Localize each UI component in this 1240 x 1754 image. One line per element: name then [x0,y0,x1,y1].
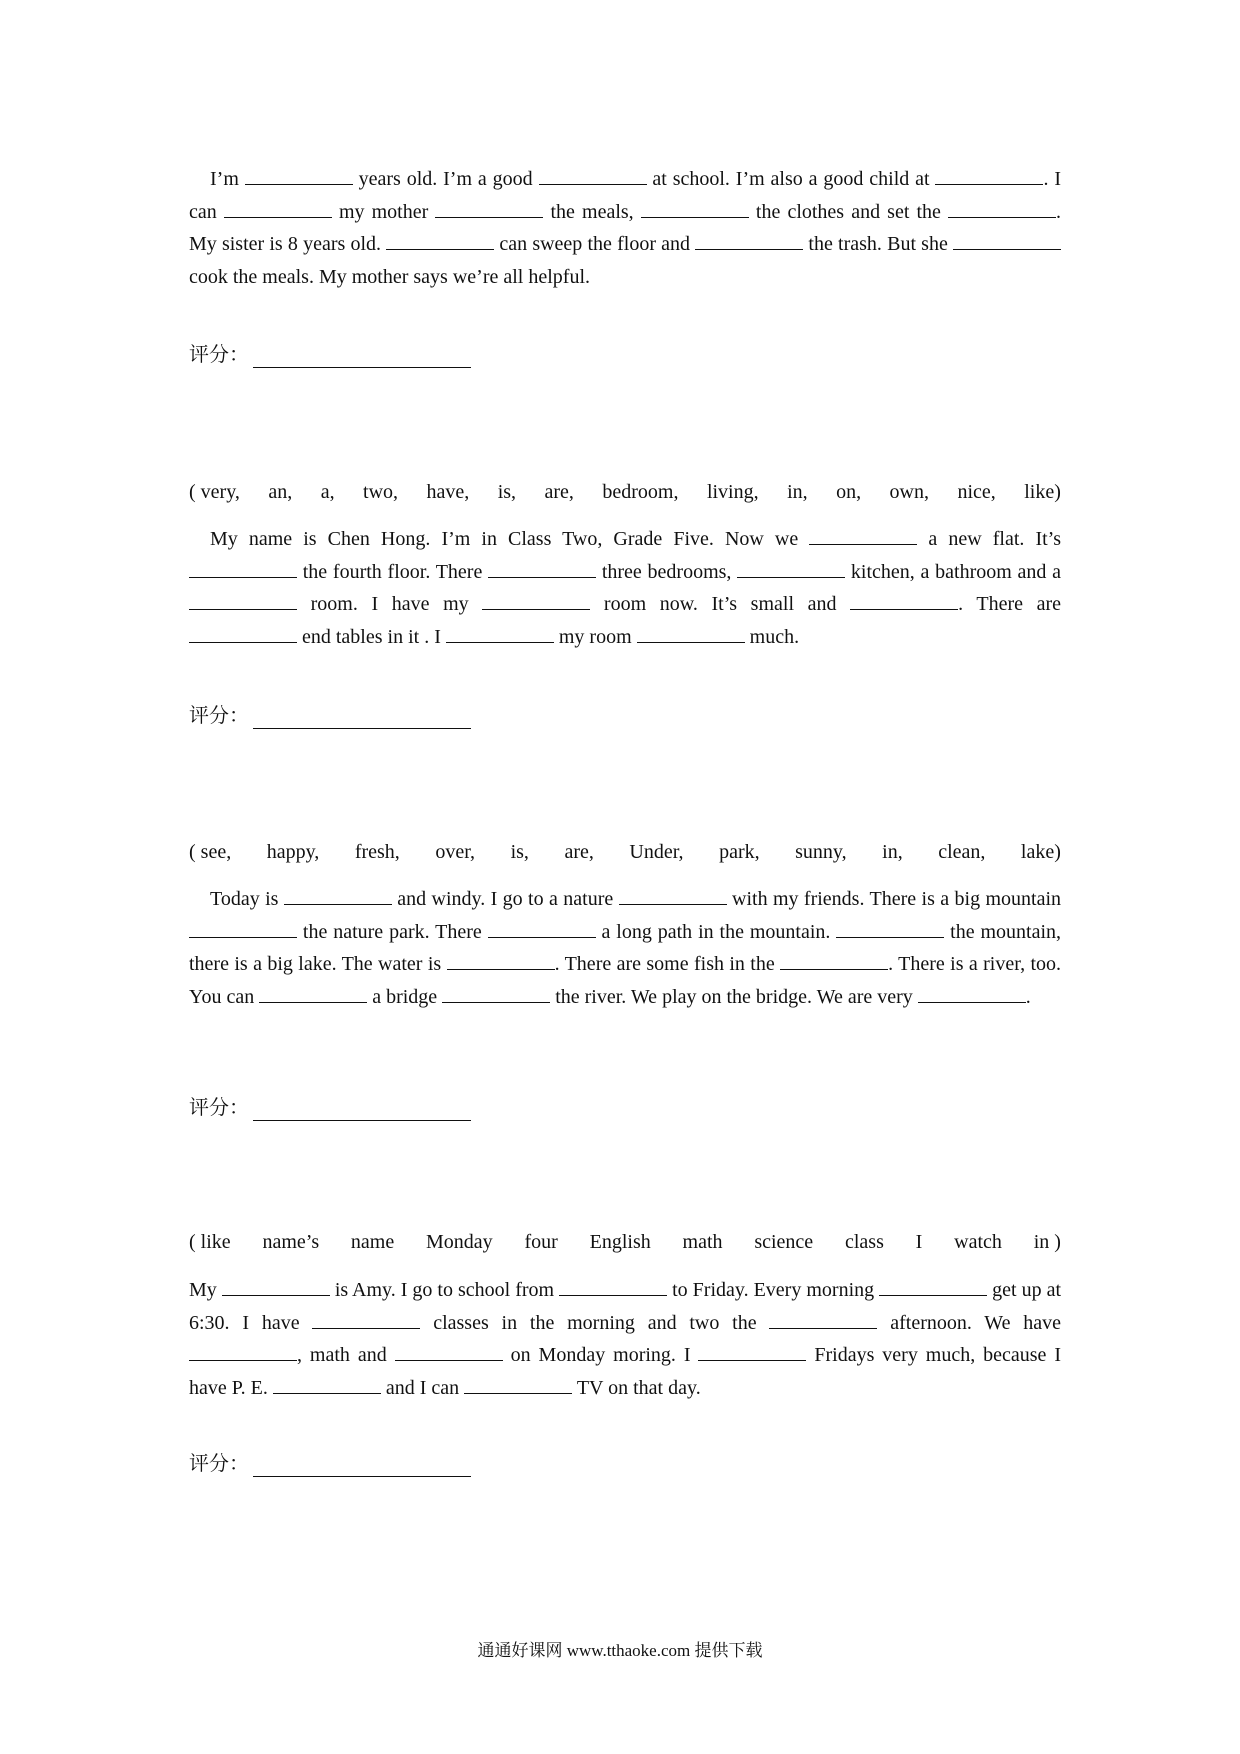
score-row [189,703,1061,729]
passage: My name is Chen Hong. I’m in Class Two, Grade Five. Now we a new flat. It’s the fourth floor. There three bedrooms, kitchen, a bathroom and a room. I have my room now. It’s small and . There are end tables in it . I my room much. [189,523,1061,653]
word-bank: ( like name’s name Monday four English math science class I watch in ) [189,1231,1061,1253]
score-field[interactable] [253,1100,471,1121]
answer-blank[interactable] [935,166,1043,185]
answer-blank[interactable] [488,919,596,938]
score-row [189,1451,1061,1477]
passage: My is Amy. I go to school from to Friday. Every morning get up at 6:30. I have classes in the morning and two the afternoon. We have , math and on Monday moring. I Fridays very much, because I have P. E. and I can TV on that day. [189,1279,1062,1399]
answer-blank[interactable] [695,231,803,250]
answer-blank[interactable] [637,624,745,643]
answer-blank[interactable] [698,1342,806,1361]
answer-blank[interactable] [189,591,297,610]
answer-blank[interactable] [245,166,353,185]
answer-blank[interactable] [539,166,647,185]
answer-blank[interactable] [386,231,494,250]
score-row [189,342,1061,368]
passage: I’m years old. I’m a good at school. I’m also a good child at . I can my mother the meals, the clothes and set the . My sister is 8 years old. can sweep the floor and the trash. But she cook the meals. My mother says we’re all helpful. [189,168,1062,288]
answer-blank[interactable] [189,624,297,643]
answer-blank[interactable] [619,886,727,905]
answer-blank[interactable] [953,231,1061,250]
answer-blank[interactable] [446,624,554,643]
answer-blank[interactable] [442,984,550,1003]
answer-blank[interactable] [879,1277,987,1296]
answer-blank[interactable] [189,919,297,938]
answer-blank[interactable] [780,951,888,970]
answer-blank[interactable] [312,1310,420,1329]
answer-blank[interactable] [395,1342,503,1361]
answer-blank[interactable] [488,559,596,578]
exercise-2-passage [189,523,1061,653]
answer-blank[interactable] [850,591,958,610]
exercise-3-passage [189,883,1061,1013]
exercise-2 [189,479,1061,505]
answer-blank[interactable] [809,526,917,545]
score-label: 评分： [189,1097,249,1119]
score-field[interactable] [253,347,471,368]
score-label: 评分： [189,705,249,727]
answer-blank[interactable] [559,1277,667,1296]
answer-blank[interactable] [224,199,332,218]
word-bank: ( see, happy, fresh, over, is, are, Under, park, sunny, in, clean, lake) [189,841,1061,863]
answer-blank[interactable] [464,1375,572,1394]
answer-blank[interactable] [948,199,1056,218]
score-label: 评分： [189,344,249,366]
score-field[interactable] [253,1456,471,1477]
answer-blank[interactable] [435,199,543,218]
answer-blank[interactable] [482,591,590,610]
answer-blank[interactable] [284,886,392,905]
answer-blank[interactable] [189,559,297,578]
passage: Today is and windy. I go to a nature with my friends. There is a big mountain the nature park. There a long path in the mountain. the mountain, there is a big lake. The water is . There are some fish in the . There is a river, too. You can a bridge the river. We play on the bridge. We are very . [189,888,1062,1008]
answer-blank[interactable] [447,951,555,970]
footer-credit: 通通好课网 www.tthaoke.com 提供下载 [477,1641,763,1660]
exercise-4 [189,1229,1061,1255]
exercise-4-passage [189,1274,1061,1404]
answer-blank[interactable] [273,1375,381,1394]
score-row [189,1095,1061,1121]
answer-blank[interactable] [189,1342,297,1361]
exercise-1 [189,163,1061,293]
answer-blank[interactable] [918,984,1026,1003]
answer-blank[interactable] [641,199,749,218]
word-bank: ( very, an, a, two, have, is, are, bedroom, living, in, on, own, nice, like) [189,481,1061,503]
answer-blank[interactable] [769,1310,877,1329]
answer-blank[interactable] [737,559,845,578]
exercise-3 [189,839,1061,865]
score-label: 评分： [189,1453,249,1475]
answer-blank[interactable] [222,1277,330,1296]
answer-blank[interactable] [836,919,944,938]
answer-blank[interactable] [259,984,367,1003]
score-field[interactable] [253,708,471,729]
